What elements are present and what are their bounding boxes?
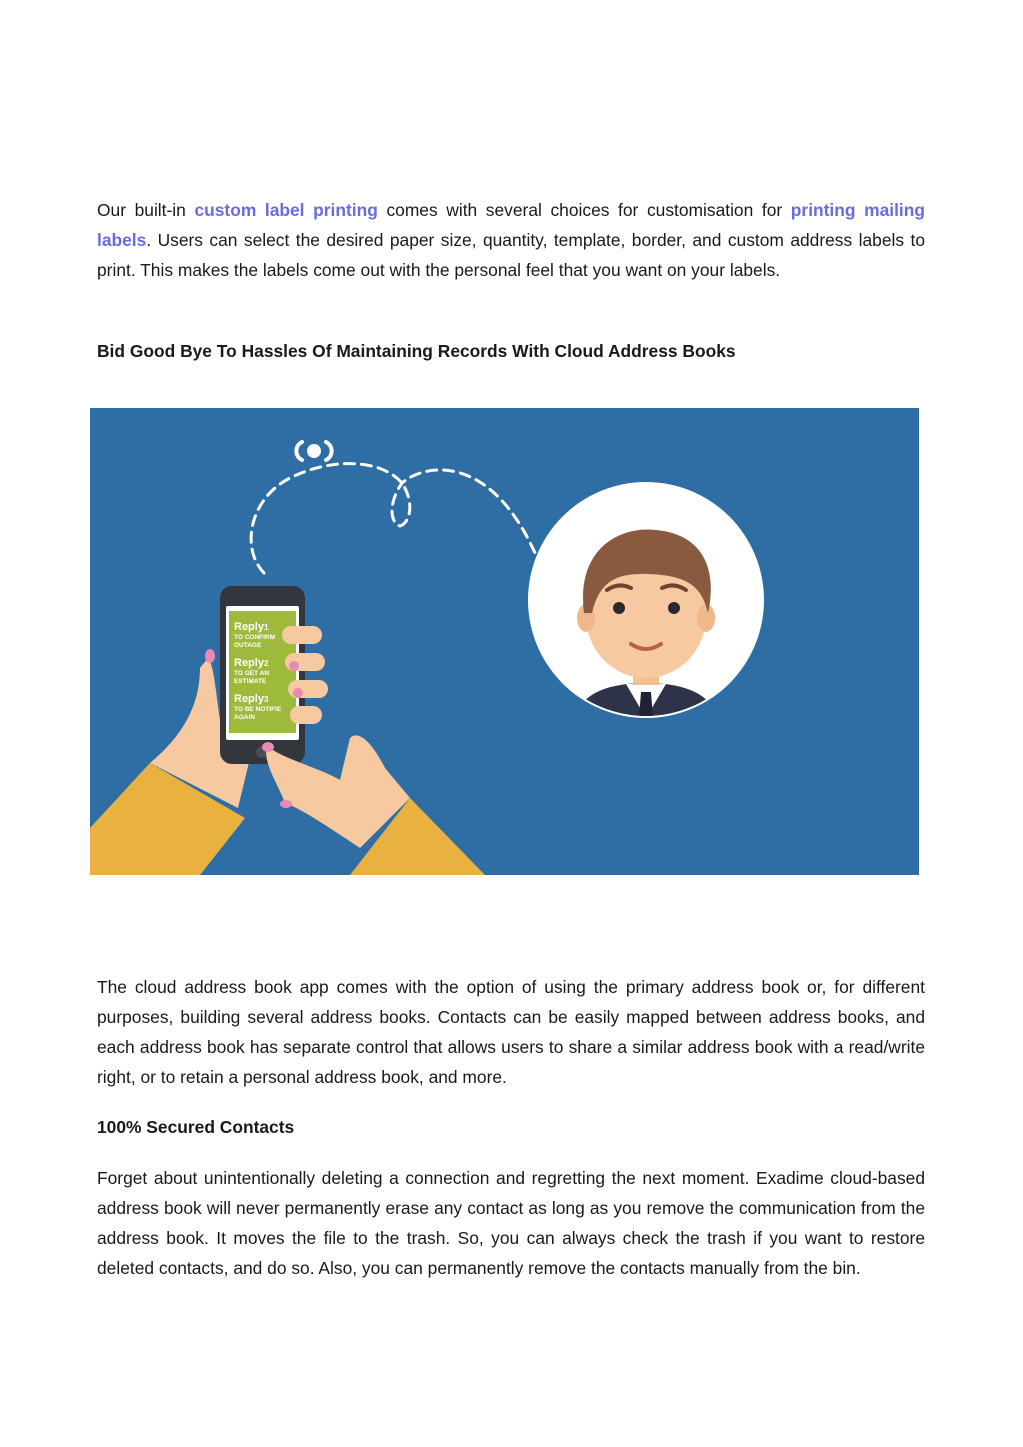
msg3-line2: AGAIN xyxy=(234,714,255,721)
cloud-address-book-paragraph: The cloud address book app comes with the option of using the primary address book or, for different purposes, building several address books. Contacts can be easily mapped between address books, and each address book has separate control that allows users to share a similar address book with a read/write right, or to retain a personal address book, and more. xyxy=(97,977,925,1087)
svg-text:Reply3 xyxy=(234,693,269,705)
section-heading-cloud-address-books: Bid Good Bye To Hassles Of Maintaining Records With Cloud Address Books xyxy=(97,341,736,361)
user-avatar xyxy=(528,482,764,718)
msg3-num: 3 xyxy=(263,695,269,704)
intro-text-start: Our built-in xyxy=(97,200,195,220)
msg1-num: 1 xyxy=(263,623,269,632)
msg1-line1: TO CONFIRM xyxy=(234,634,276,641)
msg2-line2: ESTIMATE xyxy=(234,678,267,685)
section-heading-secured-contacts: 100% Secured Contacts xyxy=(97,1117,295,1137)
intro-text-end: . Users can select the desired paper size, quantity, template, border, and custom address labels to print. This makes the labels come out with the personal feel that you want on your labels. xyxy=(97,230,925,280)
msg2-line1: TO GET AN xyxy=(234,670,270,677)
svg-text:Reply1 xyxy=(234,621,269,633)
msg2-title: Reply xyxy=(234,657,264,669)
svg-text:Reply2 xyxy=(234,657,269,669)
secured-contacts-paragraph: Forget about unintentionally deleting a connection and regretting the next moment. Exadime cloud-based address book will never permanently erase any contact as long as you remove the communication from the address book. It moves the file to the trash. So, you can always check the trash if you want to restore deleted contacts, and do so. Also, you can permanently remove the contacts manually from the bin. xyxy=(97,1168,925,1278)
custom-label-printing-link[interactable]: custom label printing xyxy=(194,200,378,220)
intro-text-middle: comes with several choices for customisation for xyxy=(377,200,791,220)
phone-message-2 xyxy=(234,657,269,685)
msg2-num: 2 xyxy=(263,659,269,668)
cloud-address-book-illustration xyxy=(90,408,919,875)
msg1-title: Reply xyxy=(234,621,264,633)
intro-paragraph xyxy=(97,195,925,285)
msg3-title: Reply xyxy=(234,693,264,705)
msg1-line2: OUTAGE xyxy=(234,642,262,649)
printing-mailing-labels-link[interactable]: printing mailing labels xyxy=(97,200,925,250)
msg3-line1: TO BE NOTIFIE xyxy=(234,706,282,713)
